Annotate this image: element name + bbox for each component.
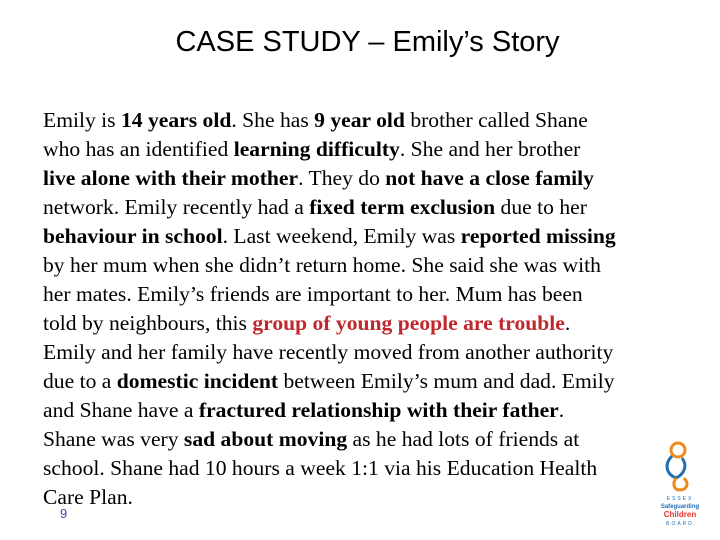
bold-phrase: sad about moving (183, 427, 348, 451)
text-segment: her mates. Emily’s friends are important to her. Mum has been (43, 282, 583, 306)
text-line (43, 135, 703, 164)
text-segment: Emily and her family have recently moved from another authority (43, 340, 614, 364)
bold-phrase: behaviour in school (43, 224, 223, 248)
bold-phrase: reported missing (460, 224, 616, 248)
text-segment: . (564, 311, 571, 335)
bold-phrase: fixed term exclusion (309, 195, 496, 219)
text-line (43, 454, 703, 483)
text-line (43, 106, 703, 135)
bold-phrase: live alone with their mother (43, 166, 299, 190)
slide-title: CASE STUDY – Emily’s Story (175, 26, 560, 58)
highlighted-phrase: group of young people are trouble (252, 311, 565, 335)
text-segment: by her mum when she didn’t return home. She said she was with (43, 253, 601, 277)
text-line (43, 396, 703, 425)
text-segment: and Shane have a (43, 398, 199, 422)
bold-phrase: learning difficulty (233, 137, 400, 161)
text-line (43, 193, 703, 222)
text-line (43, 222, 703, 251)
essex-safeguarding-children-board-logo (654, 440, 706, 528)
text-segment: . They do (298, 166, 386, 190)
bold-phrase: 9 year old (314, 108, 405, 132)
svg-text:BOARD: BOARD (666, 521, 694, 527)
text-line (43, 425, 703, 454)
text-segment: . Last weekend, Emily was (222, 224, 461, 248)
text-segment: Care Plan. (43, 485, 133, 509)
text-segment: as he had lots of friends at (347, 427, 580, 451)
text-segment: Emily is (43, 108, 121, 132)
svg-text:Children: Children (663, 510, 697, 519)
text-segment: school. Shane had 10 hours a week 1:1 via his Education Health (43, 456, 598, 480)
text-line (43, 367, 703, 396)
bold-phrase: 14 years old (120, 108, 232, 132)
text-segment: . She and her brother (399, 137, 581, 161)
text-segment: due to a (43, 369, 117, 393)
text-line (43, 338, 703, 367)
text-line (43, 309, 703, 338)
bold-phrase: not have a close family (385, 166, 594, 190)
text-segment: due to her (495, 195, 587, 219)
text-segment: . (558, 398, 565, 422)
text-line (43, 280, 703, 309)
text-segment: Shane was very (43, 427, 184, 451)
text-segment: network. Emily recently had a (43, 195, 310, 219)
text-line (43, 164, 703, 193)
bold-phrase: fractured relationship with their father (198, 398, 559, 422)
text-line (43, 251, 703, 280)
text-segment: . She has (231, 108, 315, 132)
text-line (43, 483, 703, 512)
text-segment: brother called Shane (404, 108, 588, 132)
page-number: 9 (60, 506, 68, 521)
text-segment: who has an identified (43, 137, 234, 161)
text-segment: told by neighbours, this (43, 311, 253, 335)
svg-text:ESSEX: ESSEX (666, 496, 694, 502)
bold-phrase: domestic incident (116, 369, 279, 393)
text-segment: between Emily’s mum and dad. Emily (278, 369, 615, 393)
svg-text:Safeguarding: Safeguarding (660, 504, 700, 510)
case-study-text (43, 106, 703, 512)
